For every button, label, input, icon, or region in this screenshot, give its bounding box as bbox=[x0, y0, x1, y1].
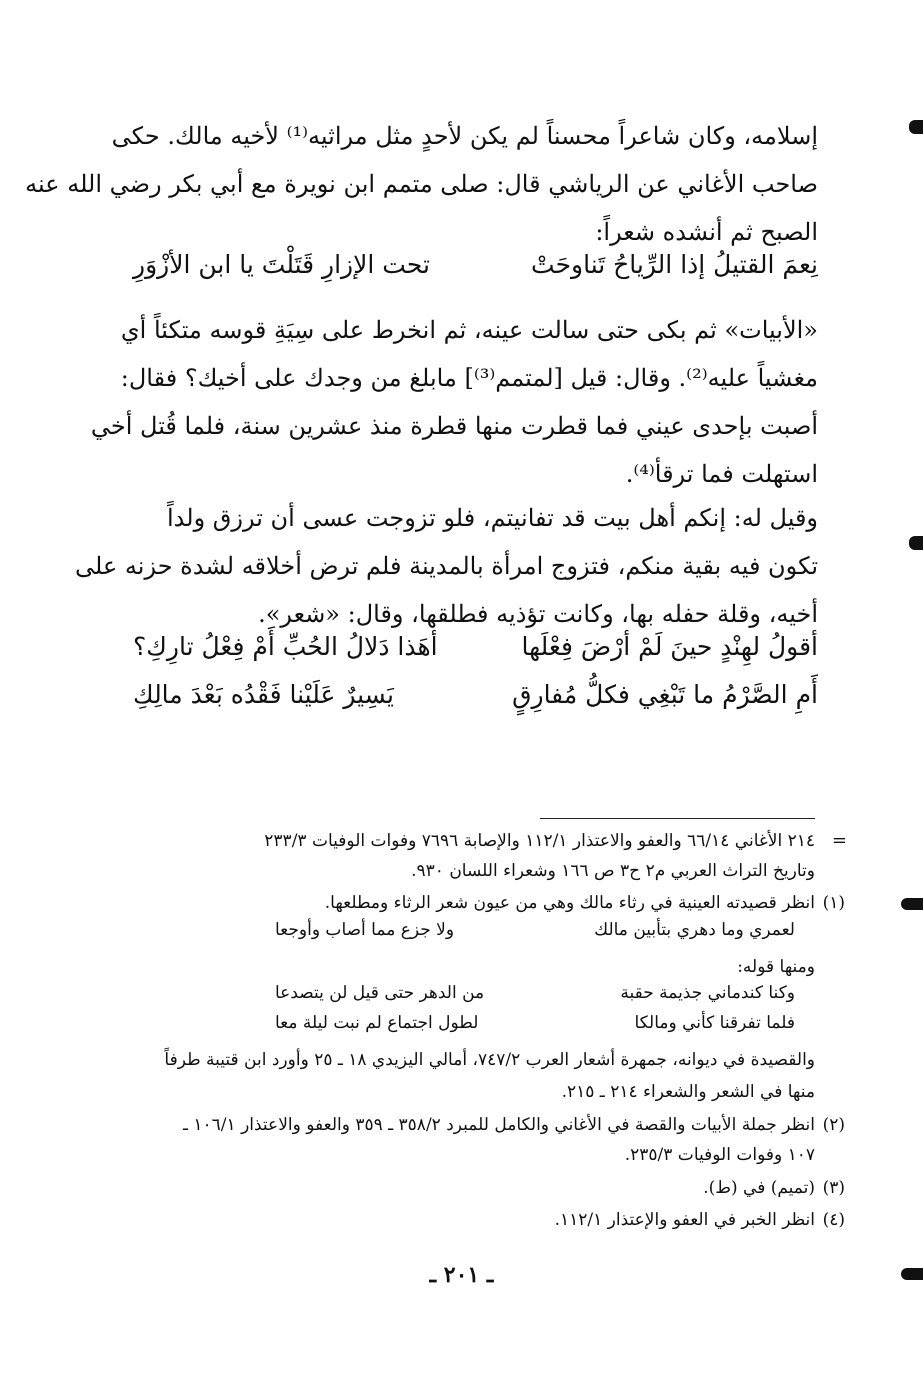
verse-hemistich-first: نِعمَ القتيلُ إذا الرِّياحُ تَناوحَتْ bbox=[531, 250, 818, 279]
verse-line-1 bbox=[133, 250, 818, 298]
footnote-1-intro bbox=[125, 952, 815, 982]
page-number: ـ ٢٠١ ـ bbox=[429, 1262, 494, 1288]
footnote-verse bbox=[125, 1013, 815, 1043]
footnote-line: انظر قصيدته العينية في رثاء مالك وهي من عيون شعر الرثاء ومطلعها. bbox=[324, 893, 815, 913]
footnote-verse-second: ولا جزع مما أصاب وأوجعا bbox=[275, 920, 455, 940]
edge-mark bbox=[909, 120, 923, 134]
footnote-1-tail bbox=[125, 1045, 815, 1075]
verse-hemistich-second: أهَذا دَلالُ الحُبِّ أَمْ فِعْلُ تارِكِ؟ bbox=[133, 632, 438, 661]
footnote-line: ١٠٧ وفوات الوفيات ٢٣٥/٣. bbox=[624, 1145, 815, 1165]
text-line: تكون فيه بقية منكم، فتزوج امرأة بالمدينة فلم ترض أخلاقه لشدة حزنه على bbox=[75, 552, 818, 580]
edge-mark bbox=[901, 1268, 923, 1280]
text-line: استهلت فما ترقأ⁽⁴⁾. bbox=[625, 460, 818, 488]
footnote-line: ومنها قوله: bbox=[737, 957, 815, 977]
footnote-separator bbox=[540, 818, 815, 819]
paragraph-3 bbox=[75, 494, 818, 638]
edge-mark bbox=[901, 898, 923, 910]
footnote-continuation bbox=[125, 826, 847, 856]
text-line: أخيه، وقلة حفله بها، وكانت تؤذيه فطلقها، وقال: «شعر». bbox=[258, 600, 818, 628]
footnote-1-tail-2 bbox=[125, 1077, 815, 1107]
footnote-2-line-2 bbox=[125, 1140, 815, 1170]
footnote-line: منها في الشعر والشعراء ٢١٤ ـ ٢١٥. bbox=[561, 1082, 815, 1102]
text-line: إسلامه، وكان شاعراً محسناً لم يكن لأحدٍ مثل مراثيه⁽¹⁾ لأخيه مالك. حكى bbox=[111, 122, 818, 150]
text-line: وقيل له: إنكم أهل بيت قد تفانيتم، فلو تزوجت عسى أن ترزق ولداً bbox=[167, 504, 818, 532]
footnote-number: (٤) bbox=[822, 1210, 845, 1230]
paragraph-1 bbox=[25, 112, 818, 256]
verse-hemistich-second: تحت الإزارِ قَتَلْتَ يا ابن الأزْوَرِ bbox=[133, 250, 430, 279]
footnote-1 bbox=[125, 888, 845, 918]
footnote-4 bbox=[125, 1205, 845, 1235]
footnote-verse bbox=[125, 983, 815, 1013]
footnote-2 bbox=[125, 1110, 845, 1140]
footnote-continuation-line-2 bbox=[125, 856, 815, 886]
text-line: مغشياً عليه⁽²⁾. وقال: قيل [لمتمم⁽³⁾] مابلغ من وجدك على أخيك؟ فقال: bbox=[120, 364, 818, 392]
verse-hemistich-first: أقولُ لهِنْدٍ حينَ لَمْ أرْضَ فِعْلَها bbox=[521, 632, 818, 661]
footnote-line: وتاريخ التراث العربي م٢ ح٣ ص ١٦٦ وشعراء اللسان ٩٣٠. bbox=[411, 861, 815, 881]
verse-hemistich-first: أَمِ الصَّرْمُ ما تَبْغِي فكلُّ مُفارِقٍ bbox=[512, 680, 818, 709]
verse-line-3 bbox=[133, 680, 818, 728]
paragraph-2 bbox=[90, 306, 818, 498]
footnote-verse-first: فلما تفرقنا كأني ومالكا bbox=[634, 1013, 795, 1033]
footnote-number: (٣) bbox=[822, 1178, 845, 1198]
text-line: أصبت بإحدى عيني فما قطرت منها قطرة منذ عشرين سنة، فلما قُتل أخي bbox=[90, 412, 818, 440]
text-line: «الأبيات» ثم بكى حتى سالت عينه، ثم انخرط على سِيَةِ قوسه متكئاً أي bbox=[120, 316, 818, 344]
footnote-verse-second: لطول اجتماع لم نبت ليلة معا bbox=[275, 1013, 479, 1033]
footnote-number: (٢) bbox=[822, 1115, 845, 1135]
footnote-verse-first: لعمري وما دهري بتأبين مالك bbox=[594, 920, 795, 940]
continuation-mark: = bbox=[831, 830, 847, 851]
footnote-verse-first: وكنا كندماني جذيمة حقبة bbox=[620, 983, 795, 1003]
footnote-line: انظر جملة الأبيات والقصة في الأغاني والكامل للمبرد ٣٥٨/٢ ـ ٣٥٩ والعفو والاعتذار ١٠٦/١ ـ bbox=[183, 1115, 815, 1135]
footnote-number: (١) bbox=[822, 893, 845, 913]
footnote-line: ٢١٤ الأغاني ٦٦/١٤ والعفو والاعتذار ١١٢/١ والإصابة ٧٦٩٦ وفوات الوفيات ٢٣٣/٣ bbox=[264, 831, 815, 851]
footnote-line: (تميم) في (ط). bbox=[703, 1178, 815, 1198]
footnote-line: انظر الخبر في العفو والإعتذار ١١٢/١. bbox=[554, 1210, 815, 1230]
footnote-verse-second: من الدهر حتى قيل لن يتصدعا bbox=[275, 983, 485, 1003]
text-line: صاحب الأغاني عن الرياشي قال: صلى متمم ابن نويرة مع أبي بكر رضي الله عنه bbox=[25, 170, 818, 198]
edge-mark bbox=[909, 536, 923, 550]
footnote-3 bbox=[125, 1173, 845, 1203]
text-line: الصبح ثم أنشده شعراً: bbox=[595, 218, 818, 246]
verse-line-2 bbox=[133, 632, 818, 680]
verse-hemistich-second: يَسِيرٌ عَلَيْنا فَقْدُه بَعْدَ مالِكِ bbox=[133, 680, 394, 709]
footnote-verse bbox=[125, 920, 815, 950]
footnote-line: والقصيدة في ديوانه، جمهرة أشعار العرب ٧٤٧/٢، أمالي اليزيدي ١٨ ـ ٢٥ وأورد ابن قتيبة طرفاً bbox=[164, 1050, 815, 1070]
